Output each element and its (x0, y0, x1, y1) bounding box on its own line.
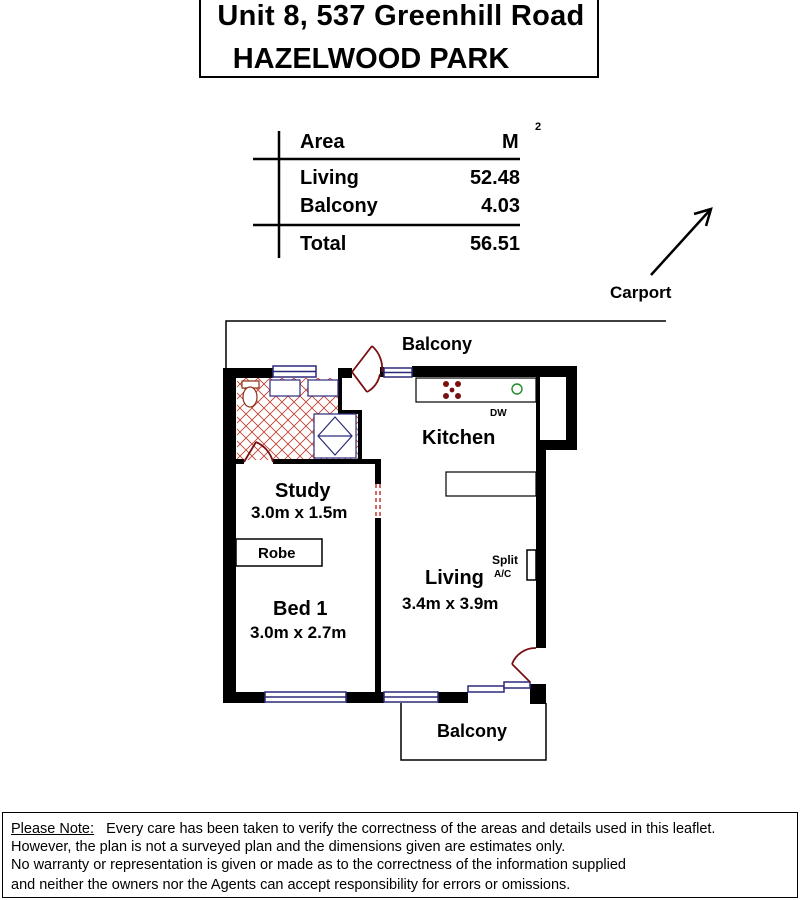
unit-header: M (502, 131, 519, 153)
study-opening (376, 484, 380, 518)
unit-superscript: 2 (535, 121, 542, 133)
note-heading: Please Note: (11, 821, 95, 837)
living-area-label: Living (300, 167, 359, 189)
area-header: Area (300, 131, 345, 153)
carport-arrow (651, 209, 711, 275)
area-table-rules (253, 131, 520, 258)
study-label: Study (275, 480, 331, 502)
suburb-line: HAZELWOOD PARK (232, 43, 510, 75)
total-value: 56.51 (469, 233, 520, 255)
living-label: Living (425, 567, 484, 589)
note-line-1 (11, 821, 715, 837)
robe-label: Robe (258, 545, 296, 562)
note-line-2: However, the plan is not a surveyed plan and the dimensions given are estimates only. (11, 839, 566, 855)
bed1-label: Bed 1 (273, 598, 328, 620)
address-line: Unit 8, 537 Greenhill Road (217, 0, 585, 32)
balcony-area-label: Balcony (300, 195, 378, 217)
kitchen-label: Kitchen (422, 427, 496, 449)
balcony-area-value: 4.03 (481, 195, 520, 217)
carport-label: Carport (610, 283, 672, 302)
study-dimensions: 3.0m x 1.5m (251, 503, 348, 522)
dw-label: DW (490, 408, 507, 419)
living-area-value: 52.48 (469, 167, 520, 189)
disclaimer-box (2, 812, 798, 898)
note-line-3: No warranty or representation is given or made as to the correctness of the information supplied (11, 857, 626, 873)
balcony-bottom-label: Balcony (437, 721, 508, 741)
shower (314, 414, 356, 458)
note-line-4: and neither the owners nor the Agents can accept responsibility for errors or omissions. (11, 877, 571, 893)
bed1-dimensions: 3.0m x 2.7m (250, 623, 347, 642)
note-text-1: Every care has been taken to verify the correctness of the areas and details used in this leaflet. (106, 821, 716, 837)
total-label: Total (300, 233, 347, 255)
split-label: Split (492, 553, 518, 567)
split-ac-unit (527, 550, 536, 580)
balcony-top-label: Balcony (402, 334, 473, 354)
living-dimensions: 3.4m x 3.9m (402, 594, 499, 613)
ac-label: A/C (494, 569, 512, 580)
